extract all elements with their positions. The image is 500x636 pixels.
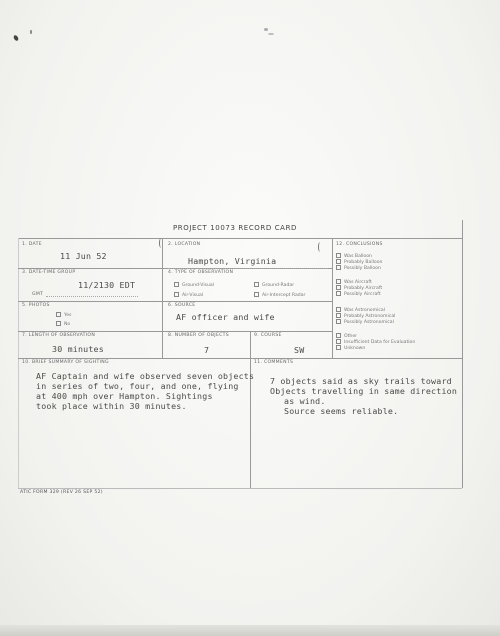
checkbox-icon (56, 321, 61, 326)
form-number: ATIC FORM 329 (REV 26 SEP 52) (20, 490, 103, 495)
checkbox-icon (336, 333, 341, 338)
conclusion-option: Other (336, 333, 357, 339)
summary-line: took place within 30 minutes. (36, 401, 187, 411)
checkbox-icon (336, 259, 341, 264)
checkbox-icon (336, 253, 341, 258)
comments-line: Source seems reliable. (284, 406, 399, 416)
conclusion-option: Unknown (336, 345, 365, 351)
checkbox-icon (336, 291, 341, 296)
checkbox-icon (336, 279, 341, 284)
checkbox-icon (336, 265, 341, 270)
gmt-label: GMT (32, 292, 44, 297)
course-value: SW (294, 345, 305, 355)
location-underline (168, 268, 328, 269)
checkbox-icon (174, 282, 179, 287)
divider-course (250, 331, 251, 358)
speck-mark (30, 30, 32, 34)
type-option-ground-radar: Ground-Radar (254, 282, 294, 288)
summary-line: in series of two, four, and one, flying (36, 381, 239, 391)
conclusion-option: Possibly Balloon (336, 265, 381, 271)
num-objects-label: 8. NUMBER OF OBJECTS (168, 333, 229, 338)
summary-label: 10. BRIEF SUMMARY OF SIGHTING (22, 360, 109, 365)
location-label: 2. LOCATION (168, 242, 201, 247)
comments-line: 7 objects said as sky trails toward (270, 376, 452, 386)
date-label: 1. DATE (22, 242, 42, 247)
gmt-dotted-line (46, 296, 138, 297)
divider-col-1 (162, 238, 163, 358)
checkbox-icon (336, 339, 341, 344)
photos-option-no: No (56, 321, 70, 327)
conclusion-option: Probably Aircraft (336, 285, 382, 291)
photos-option-yes: Yes (56, 312, 71, 318)
bracket-mark (318, 242, 322, 252)
row-divider-3 (18, 331, 332, 332)
conclusion-option: Insufficient Data for Evaluation (336, 339, 415, 345)
type-observation-label: 4. TYPE OF OBSERVATION (168, 270, 234, 275)
conclusion-option: Was Astronomical (336, 307, 385, 313)
type-option-air-intercept-radar: Air-Intercept Radar (254, 292, 305, 298)
page-bottom-edge (0, 625, 500, 636)
checkbox-icon (174, 292, 179, 297)
conclusion-option: Was Balloon (336, 253, 372, 259)
dtg-label: 3. DATE-TIME GROUP (22, 270, 76, 275)
summary-line: at 400 mph over Hampton. Sightings (36, 391, 213, 401)
type-option-ground-visual: Ground-Visual (174, 282, 214, 288)
bracket-mark (159, 238, 163, 248)
row-divider-4 (18, 358, 462, 359)
conclusion-option: Possibly Astronomical (336, 319, 394, 325)
record-card (18, 238, 462, 488)
checkbox-icon (336, 319, 341, 324)
card-bottom-border (18, 488, 462, 489)
speck-mark (13, 34, 19, 41)
checkbox-icon (336, 307, 341, 312)
speck-mark (268, 33, 274, 35)
card-title: PROJECT 10073 RECORD CARD (172, 224, 298, 232)
num-objects-value: 7 (204, 345, 210, 355)
source-value: AF officer and wife (176, 312, 275, 322)
checkbox-icon (336, 313, 341, 318)
conclusion-option: Possibly Aircraft (336, 291, 381, 297)
card-left-border (18, 238, 19, 488)
checkbox-icon (254, 292, 259, 297)
length-value: 30 minutes (52, 344, 104, 354)
conclusion-option: Probably Astronomical (336, 313, 395, 319)
row-divider-2 (18, 301, 332, 302)
comments-line: Objects travelling in same direction (270, 386, 458, 396)
checkbox-icon (336, 345, 341, 350)
checkbox-icon (336, 285, 341, 290)
speck-mark (264, 28, 268, 31)
checkbox-icon (56, 312, 61, 317)
dtg-value: 11/2130 EDT (78, 280, 136, 290)
summary-line: AF Captain and wife observed seven objects (36, 371, 255, 381)
type-option-air-visual: Air-Visual (174, 292, 203, 298)
card-top-border (18, 238, 462, 239)
date-value: 11 Jun 52 (60, 251, 107, 261)
conclusion-option: Probably Balloon (336, 259, 382, 265)
location-value: Hampton, Virginia (188, 256, 277, 266)
divider-col-2 (332, 238, 333, 358)
comments-label: 11. COMMENTS (254, 360, 294, 365)
photos-label: 5. PHOTOS (22, 303, 50, 308)
conclusions-label: 12. CONCLUSIONS (336, 242, 383, 247)
comments-line: as wind. (284, 396, 326, 406)
card-right-border (462, 220, 463, 488)
source-label: 6. SOURCE (168, 303, 196, 308)
conclusion-option: Was Aircraft (336, 279, 372, 285)
length-label: 7. LENGTH OF OBSERVATION (22, 333, 96, 338)
course-label: 9. COURSE (254, 333, 282, 338)
checkbox-icon (254, 282, 259, 287)
